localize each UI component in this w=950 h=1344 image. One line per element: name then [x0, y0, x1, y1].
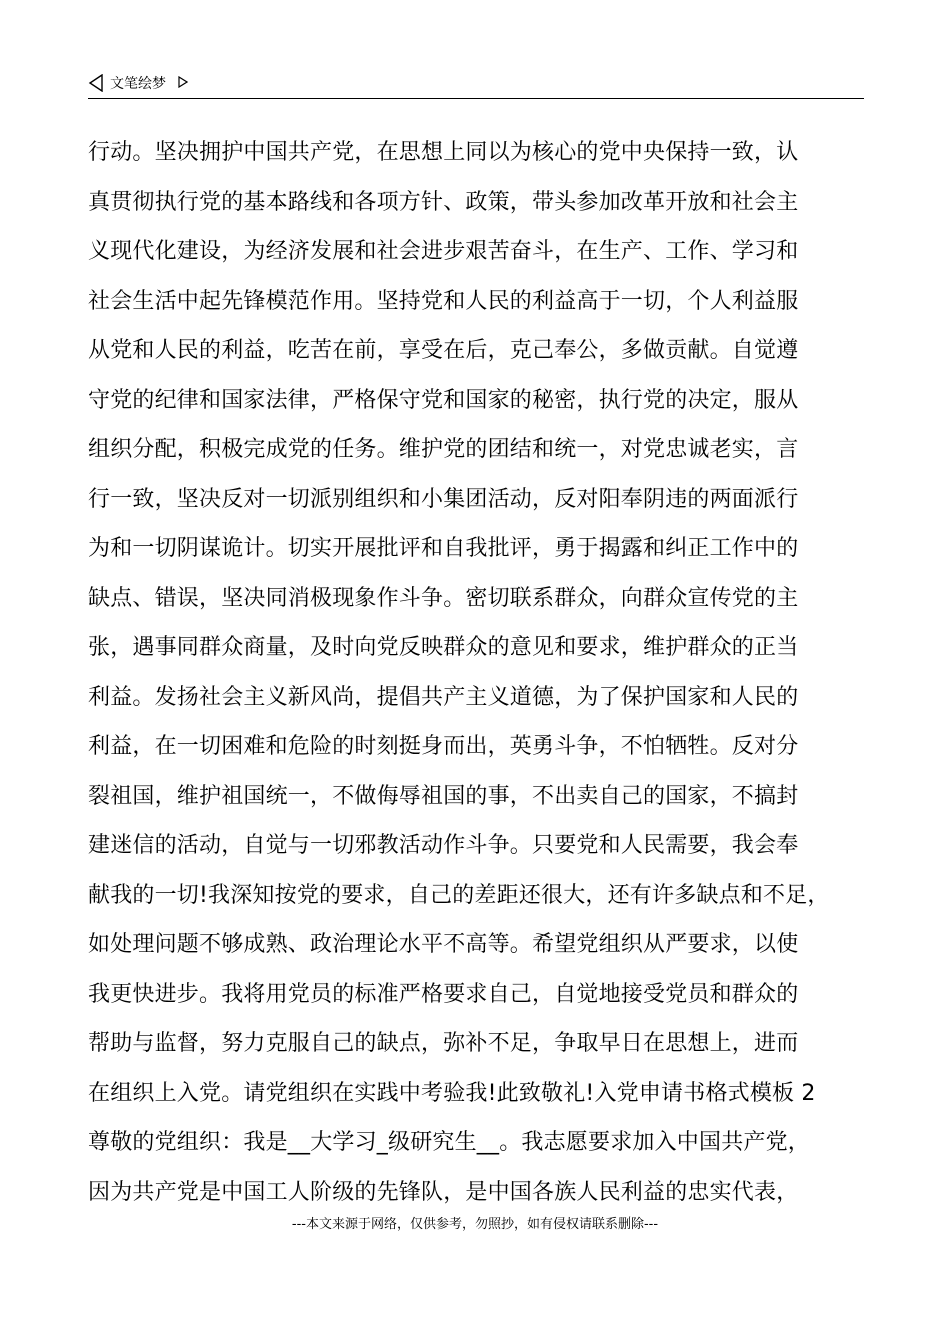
- text-line: 献我的一切!我深知按党的要求，自己的差距还很大，还有许多缺点和不足，: [88, 882, 830, 908]
- text-line: 从党和人民的利益，吃苦在前，享受在后，克己奉公，多做贡献。自觉遵: [88, 338, 799, 363]
- text-line: 我更快进步。我将用党员的标准严格要求自己，自觉地接受党员和群众的: [88, 981, 799, 1007]
- footer-disclaimer: ---本文来源于网络，仅供参考，勿照抄，如有侵权请联系删除---: [291, 1217, 659, 1232]
- text-line: 帮助与监督，努力克服自己的缺点，弥补不足，争取早日在思想上，进而: [88, 1031, 799, 1056]
- text-line: 利益，在一切困难和危险的时刻挺身而出，英勇斗争，不怕牺牲。反对分: [88, 734, 799, 759]
- text-line: 行一致，坚决反对一切派别组织和小集团活动，反对阳奉阴违的两面派行: [88, 486, 799, 512]
- text-line: 组织分配，积极完成党的任务。维护党的团结和统一，对党忠诚老实，言: [88, 437, 799, 462]
- text-line: 建迷信的活动，自觉与一切邪教活动作斗争。只要党和人民需要，我会奉: [88, 833, 799, 858]
- page-header: [88, 72, 864, 99]
- text-line: 因为共产党是中国工人阶级的先锋队，是中国各族人民利益的忠实代表，: [88, 1179, 799, 1205]
- text-line: 缺点、错误，坚决同消极现象作斗争。密切联系群众，向群众宣传党的主: [88, 585, 799, 611]
- text-line: 真贯彻执行党的基本路线和各项方针、政策，带头参加改革开放和社会主: [88, 189, 799, 215]
- triangle-left-icon: [88, 74, 104, 92]
- document-body: [88, 134, 878, 1223]
- triangle-right-icon: [178, 76, 188, 88]
- text-line: 利益。发扬社会主义新风尚，提倡共产主义道德，为了保护国家和人民的: [88, 684, 799, 710]
- header-title: 文笔绘梦: [110, 76, 166, 92]
- text-line: 尊敬的党组织：我是__大学习_级研究生__。我志愿要求加入中国共产党，: [88, 1130, 811, 1155]
- text-line: 裂祖国，维护祖国统一，不做侮辱祖国的事，不出卖自己的国家，不搞封: [88, 783, 799, 809]
- text-line: 社会生活中起先锋模范作用。坚持党和人民的利益高于一切，个人利益服: [88, 288, 799, 314]
- text-line: 行动。坚决拥护中国共产党，在思想上同以为核心的党中央保持一致，认: [88, 140, 799, 165]
- text-line: 如处理问题不够成熟、政治理论水平不高等。希望党组织从严要求，以使: [88, 932, 799, 957]
- text-line: 为和一切阴谋诡计。切实开展批评和自我批评，勇于揭露和纠正工作中的: [88, 536, 799, 561]
- text-line: 守党的纪律和国家法律，严格保守党和国家的秘密，执行党的决定，服从: [88, 387, 799, 413]
- text-line: 张，遇事同群众商量，及时向党反映群众的意见和要求，维护群众的正当: [88, 635, 799, 660]
- text-line: 在组织上入党。请党组织在实践中考验我!此致敬礼!入党申请书格式模板 2: [88, 1080, 816, 1106]
- text-line: 义现代化建设，为经济发展和社会进步艰苦奋斗，在生产、工作、学习和: [88, 239, 799, 264]
